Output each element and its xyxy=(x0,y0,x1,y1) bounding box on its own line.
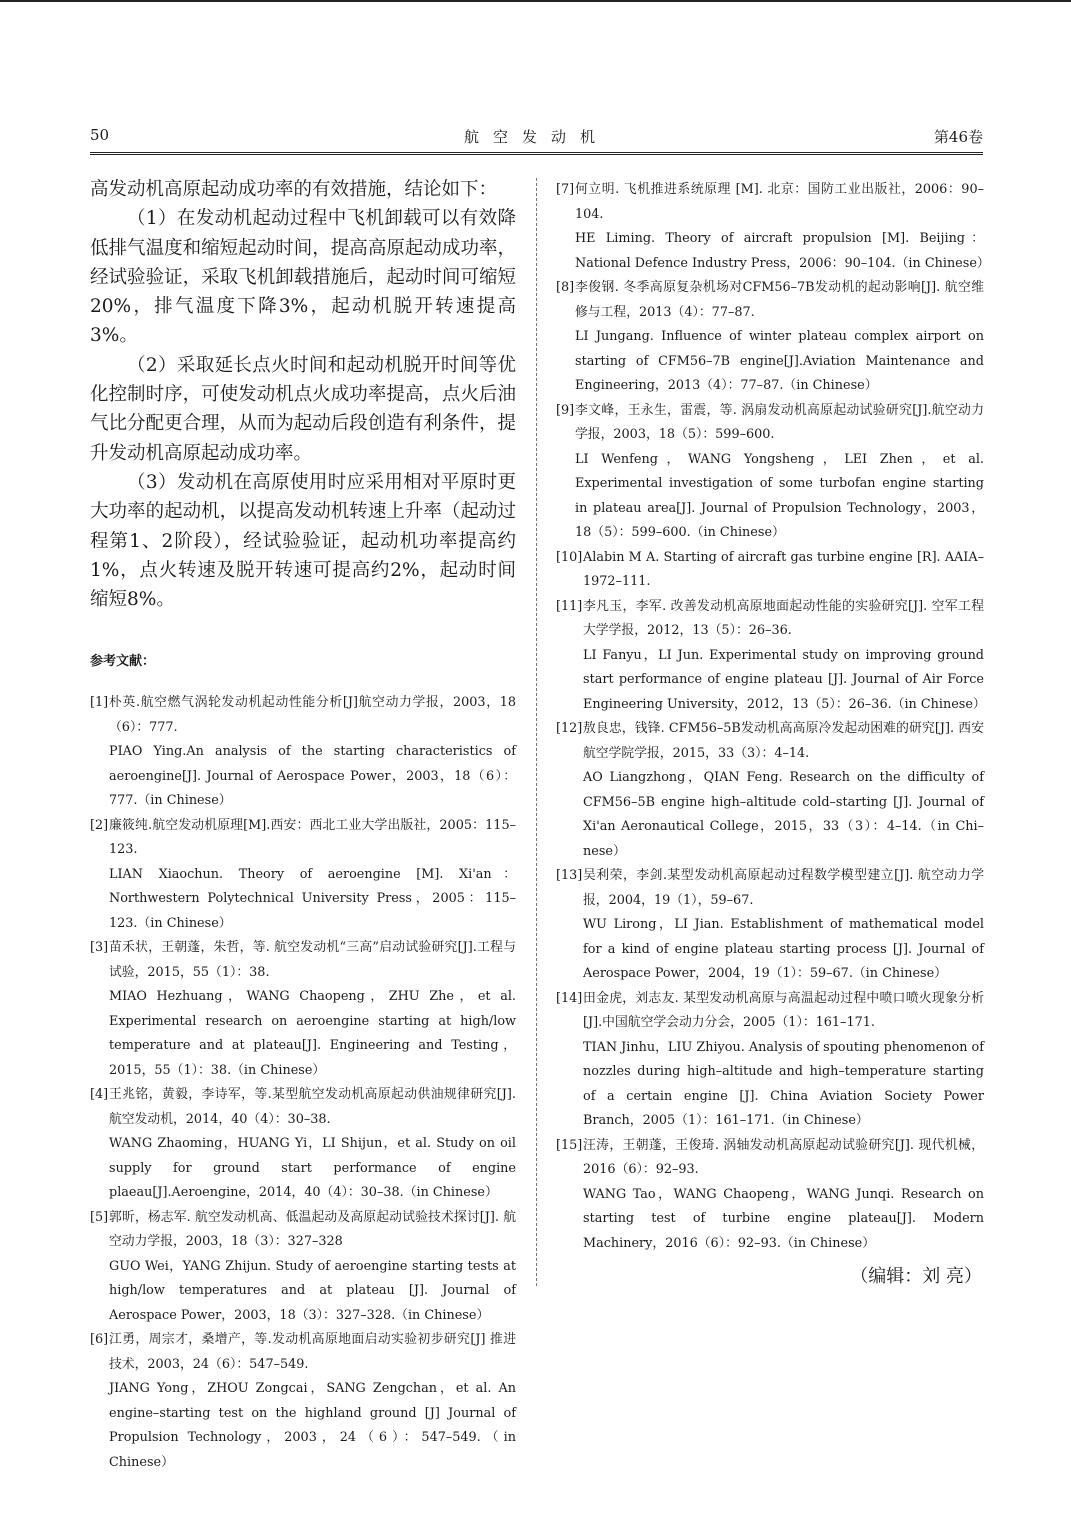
reference-english: WANG Tao，WANG Chaopeng，WANG Junqi. Research on starting test of turbine engine plateau[J]. Modern Machinery，2016（6）：92–93.（in Chinese） xyxy=(583,1186,984,1251)
reference-number: [14] xyxy=(556,990,583,1006)
reference-english: AO Liangzhong，QIAN Feng. Research on the difficulty of CFM56–5B engine high–altitude cold–starting [J]. Journal of Xi'an Aeronautical College，2015，33（3）：4–14.（in Chi–nese） xyxy=(583,770,984,859)
reference-item xyxy=(556,987,984,1134)
reference-number: [5] xyxy=(90,1209,109,1225)
reference-english: MIAO Hezhuang，WANG Chaopeng，ZHU Zhe，et al. Experimental research on aeroengine starting at high/low temperature and at plateau[J]. Engineering and Testing，2015，55（1）：38.（in Chinese） xyxy=(109,989,516,1078)
left-column xyxy=(90,175,516,1475)
reference-number: [8] xyxy=(556,280,575,295)
reference-chinese: 苗禾状，王朝蓬，朱哲，等. 航空发动机“三高”启动试验研究[J].工程与试验，2015，55（1）：38. xyxy=(109,940,516,980)
reference-chinese: 江勇，周宗才，桑增产，等.发动机高原地面启动实验初步研究[J] 推进技术，2003，24（6）：547–549. xyxy=(109,1332,516,1372)
reference-chinese: 朴英.航空燃气涡轮发动机起动性能分析[J]航空动力学报，2003，18（6）：777. xyxy=(109,695,516,735)
reference-item xyxy=(90,691,516,814)
reference-english: LI Wenfeng，WANG Yongsheng，LEI Zhen，et al. Experimental investigation of some turbofan engine starting in plateau area[J]. Journal of Propulsion Technology，2003，18（5）：599–600.（in Chinese） xyxy=(575,451,984,540)
journal-title: 航空发动机 xyxy=(463,128,609,146)
reference-chinese: 敖良忠，钱锋. CFM56–5B发动机高高原冷发起动困难的研究[J]. 西安航空学院学报，2015，33（3）：4–14. xyxy=(583,721,984,761)
reference-item xyxy=(556,864,984,987)
reference-chinese: 郭昕，杨志军. 航空发动机高、低温起动及高原起动试验技术探讨[J]. 航空动力学报，2003，18（3）：327–328 xyxy=(109,1209,516,1250)
reference-number: [1] xyxy=(90,695,109,711)
reference-number: [6] xyxy=(90,1332,109,1348)
reference-english: JIANG Yong，ZHOU Zongcai，SANG Zengchan，et al. An engine–starting test on the highland ground [J] Journal of Propulsion Technology，2003，24（6）：547–549.（in Chinese） xyxy=(109,1381,516,1470)
reference-chinese: 何立明. 飞机推进系统原理 [M]. 北京：国防工业出版社，2006：90–104. xyxy=(575,182,984,222)
reference-number: [2] xyxy=(90,817,109,833)
header-double-rule xyxy=(90,152,983,155)
reference-item xyxy=(90,1328,516,1475)
reference-item xyxy=(556,546,984,595)
reference-number: [15] xyxy=(556,1137,583,1153)
reference-item xyxy=(90,814,516,937)
reference-chinese: 汪涛，王朝蓬，王俊琦. 涡轴发动机高原起动试验研究[J]. 现代机械，2016（6）：92–93. xyxy=(583,1137,984,1177)
reference-item xyxy=(556,1134,984,1257)
page-number: 50 xyxy=(90,126,110,144)
reference-english: WANG Zhaoming，HUANG Yi，LI Shijun，et al. Study on oil supply for ground start performance of engine plaeau[J].Aeroengine，2014，40（4）：30–38.（in Chinese） xyxy=(109,1136,516,1201)
reference-number: [3] xyxy=(90,940,109,956)
conclusion-item-3: （3）发动机在高原使用时应采用相对平原时更大功率的起动机，以提高发动机转速上升率（起动过程第1、2阶段），经试验验证，起动机功率提高约1%，点火转速及脱开转速可提高约2%，起动时间缩短8%。 xyxy=(90,471,516,611)
reference-english: GUO Wei，YANG Zhijun. Study of aeroengine starting tests at high/low temperatures and at plateau [J]. Journal of Aerospace Power，2003，18（3）：327–328.（in Chinese） xyxy=(109,1258,516,1323)
running-header xyxy=(90,124,983,148)
reference-number: [4] xyxy=(90,1087,109,1103)
editor-credit: （编辑：刘 亮） xyxy=(850,1266,982,1287)
reference-chinese: 田金虎，刘志友. 某型发动机高原与高温起动过程中喷口喷火现象分析[J].中国航空学会动力分会，2005（1）：161–171. xyxy=(583,990,984,1030)
reference-item xyxy=(90,1083,516,1206)
reference-english: LI Fanyu，LI Jun. Experimental study on improving ground start performance of engine plateau [J]. Journal of Air Force Engineering University，2012，13（5）：26–36.（in Chinese） xyxy=(583,647,986,712)
reference-english: LI Jungang. Influence of winter plateau complex airport on starting of CFM56–7B engine[J].Aviation Maintenance and Engineering，2013（4）：77–87.（in Chinese） xyxy=(575,329,984,393)
column-divider xyxy=(536,178,537,1286)
reference-english: LIAN Xiaochun. Theory of aeroengine [M]. Xi'an：Northwestern Polytechnical University Press，2005：115–123.（in Chinese） xyxy=(109,866,516,931)
reference-number: [11] xyxy=(556,598,583,614)
conclusion-item-1: （1）在发动机起动过程中飞机卸载可以有效降低排气温度和缩短起动时间，提高高原起动成功率，经试验验证，采取飞机卸载措施后，起动时间可缩短20%，排气温度下降3%，起动机脱开转速提高3%。 xyxy=(90,208,516,347)
top-border-rule xyxy=(0,0,1071,2)
reference-english: WU Lirong，LI Jian. Establishment of mathematical model for a kind of engine plateau starting process [J]. Journal of Aerospace Power，2004，19（1）：59–67.（in Chinese） xyxy=(583,917,984,981)
reference-chinese: 廉筱纯.航空发动机原理[M].西安：西北工业大学出版社，2005：115–123. xyxy=(109,817,516,858)
reference-item xyxy=(90,936,516,1083)
reference-english: TIAN Jinhu，LIU Zhiyou. Analysis of spouting phenomenon of nozzles during high–altitude and high–temperature starting of a certain engine [J]. China Aviation Society Power Branch，2005（1）：161–171.（in Chinese） xyxy=(583,1039,984,1128)
references-heading: 参考文献： xyxy=(90,654,156,670)
reference-chinese: Alabin M A. Starting of aircraft gas turbine engine [R]. AAIA–1972–111. xyxy=(583,549,984,589)
conclusion-item-2: （2）采取延长点火时间和起动机脱开时间等优化控制时序，可使发动机点火成功率提高，点火后油气比分配更合理，从而为起动后段创造有利条件，提升发动机高原起动成功率。 xyxy=(90,354,516,464)
reference-english: HE Liming. Theory of aircraft propulsion [M]. Beijing：National Defence Industry Press，2006：90–104.（in Chinese） xyxy=(575,231,990,271)
reference-chinese: 吴利荣，李剑.某型发动机高原起动过程数学模型建立[J]. 航空动力学报，2004，19（1），59–67. xyxy=(583,868,984,908)
reference-item xyxy=(556,717,984,864)
reference-item xyxy=(556,595,984,718)
reference-chinese: 王兆铭，黄毅，李诗军，等.某型航空发动机高原起动供油规律研究[J].航空发动机，2014，40（4）：30–38. xyxy=(109,1087,516,1127)
reference-chinese: 李文峰，王永生，雷震，等. 涡扇发动机高原起动试验研究[J].航空动力学报，2003，18（5）：599–600. xyxy=(575,402,984,442)
reference-item xyxy=(556,276,984,399)
reference-item xyxy=(90,1206,516,1329)
reference-chinese: 李俊钢. 冬季高原复杂机场对CFM56–7B发动机的起动影响[J]. 航空维修与工程，2013（4）：77–87. xyxy=(575,280,984,320)
reference-number: [9] xyxy=(556,402,575,418)
right-column xyxy=(556,178,990,1288)
reference-chinese: 李凡玉，李军. 改善发动机高原地面起动性能的实验研究[J]. 空军工程大学学报，2012，13（5）：26–36. xyxy=(583,598,984,638)
reference-english: PIAO Ying.An analysis of the starting characteristics of aeroengine[J]. Journal of Aerospace Power，2003，18（6）：777.（in Chinese） xyxy=(109,744,516,809)
reference-number: [7] xyxy=(556,182,575,197)
volume-label: 第46卷 xyxy=(933,128,983,146)
reference-number: [12] xyxy=(556,721,583,736)
reference-number: [13] xyxy=(556,868,583,883)
reference-item xyxy=(556,399,984,546)
conclusion-intro: 高发动机高原起动成功率的有效措施，结论如下： xyxy=(90,179,498,200)
reference-number: [10] xyxy=(556,549,583,565)
reference-item xyxy=(556,178,990,276)
